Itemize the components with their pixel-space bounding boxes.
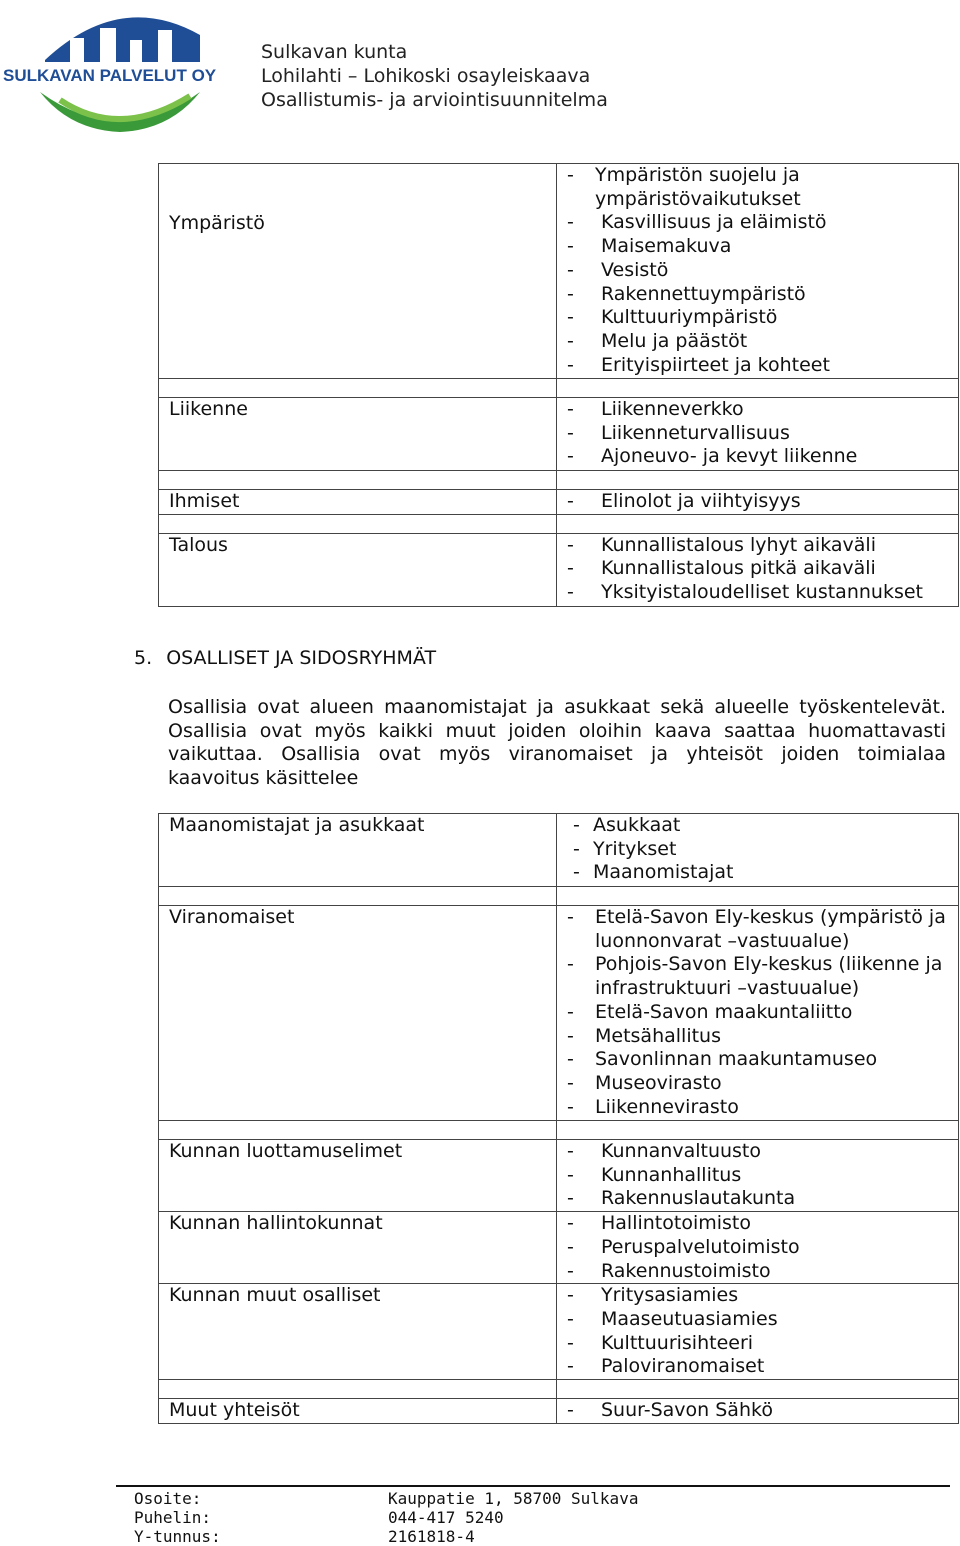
table-row [159,164,959,379]
table-row [159,1284,959,1380]
impact-items [557,164,959,379]
stakeholder-items [557,1284,959,1380]
paragraph-line: Osallisia ovat alueen maanomistajat ja asukkaat sekä alueelle työskentelevät. [168,696,946,718]
list-item: - Kasvillisuus ja eläimistö [567,211,948,235]
footer-divider [116,1485,950,1487]
header-municipality: Sulkavan kunta [261,41,408,63]
list-item: - Paloviranomaiset [567,1355,948,1379]
section-number: 5. [134,647,153,669]
section-title: OSALLISET JA SIDOSRYHMÄT [166,647,437,669]
list-item: - Asukkaat [573,814,948,838]
stakeholders-table [158,813,959,1424]
list-item: - Maaseutuasiamies [567,1308,948,1332]
footer-labels [134,1489,221,1546]
header-plan-name: Lohilahti – Lohikoski osayleiskaava [261,65,591,87]
list-item: - Liikennevirasto [567,1096,948,1120]
footer-phone: 044-417 5240 [388,1508,504,1527]
footer-address: Kauppatie 1, 58700 Sulkava [388,1489,639,1508]
list-item: - Savonlinnan maakuntamuseo [567,1048,948,1072]
stakeholder-items [557,1140,959,1212]
impact-items [557,533,959,606]
impact-items [557,398,959,471]
document-header [261,40,608,112]
impact-label: Liikenne [159,398,557,471]
impact-label: Talous [159,533,557,606]
list-item: - Peruspalvelutoimisto [567,1236,948,1260]
stakeholder-label: Kunnan muut osalliset [159,1284,557,1380]
list-item: - Erityispiirteet ja kohteet [567,354,948,378]
impact-label: Ympäristö [159,164,557,379]
footer-phone-label: Puhelin: [134,1508,212,1527]
list-item: - Kunnanhallitus [567,1164,948,1188]
list-item: - Rakennustoimisto [567,1260,948,1284]
list-item: - Suur-Savon Sähkö [567,1399,948,1423]
list-item: - Maanomistajat [573,861,948,885]
stakeholder-items [557,906,959,1121]
footer-values [388,1489,638,1546]
stakeholder-label: Kunnan luottamuselimet [159,1140,557,1212]
list-item: - Melu ja päästöt [567,330,948,354]
table-row [159,490,959,515]
stakeholder-items [557,1399,959,1424]
list-item: - Rakennettuympäristö [567,283,948,307]
list-item: - Ympäristön suojelu ja ympäristövaikutukset [567,164,948,211]
list-item: - Pohjois-Savon Ely-keskus (liikenne ja infrastruktuuri –vastuualue) [567,953,948,1000]
stakeholder-label: Kunnan hallintokunnat [159,1212,557,1284]
list-item: - Metsähallitus [567,1025,948,1049]
list-item: - Rakennuslautakunta [567,1187,948,1211]
section-heading [134,647,436,669]
intro-paragraph [168,696,946,791]
impact-items [557,490,959,515]
impact-label: Ihmiset [159,490,557,515]
list-item: - Elinolot ja viihtyisyys [567,490,948,514]
list-item: - Liikenneturvallisuus [567,422,948,446]
stakeholder-items [557,814,959,887]
list-item: - Ajoneuvo- ja kevyt liikenne [567,445,948,469]
list-item: - Etelä-Savon Ely-keskus (ympäristö ja luonnonvarat –vastuualue) [567,906,948,953]
logo-text: SULKAVAN PALVELUT OY [3,66,217,85]
impacts-table [158,163,959,607]
footer-ytunnus: 2161818-4 [388,1527,475,1546]
stakeholder-label: Viranomaiset [159,906,557,1121]
list-item: - Maisemakuva [567,235,948,259]
stakeholder-items [557,1212,959,1284]
list-item: - Yksityistaloudelliset kustannukset [567,581,948,605]
list-item: - Kunnallistalous pitkä aikaväli [567,557,948,581]
list-item: - Museovirasto [567,1072,948,1096]
list-item: - Vesistö [567,259,948,283]
footer-address-label: Osoite: [134,1489,202,1508]
header-document-type: Osallistumis- ja arviointisuunnitelma [261,89,608,111]
logo-graphic [0,0,240,150]
list-item: - Yritykset [573,838,948,862]
table-row [159,1140,959,1212]
stakeholder-label: Muut yhteisöt [159,1399,557,1424]
list-item: - Yritysasiamies [567,1284,948,1308]
table-row [159,398,959,471]
list-item: - Kulttuuriympäristö [567,306,948,330]
table-row [159,1212,959,1284]
list-item: - Hallintotoimisto [567,1212,948,1236]
company-logo [0,0,240,150]
paragraph-line: Osallisia ovat myös kaikki muut joiden oloihin kaava saattaa huomattavasti [168,719,946,742]
paragraph-line: kaavoitus käsittelee [168,767,359,790]
table-row [159,814,959,887]
list-item: - Etelä-Savon maakuntaliitto [567,1001,948,1025]
list-item: - Liikenneverkko [567,398,948,422]
list-item: - Kunnanvaltuusto [567,1140,948,1164]
paragraph-line: vaikuttaa. Osallisia ovat myös viranomaiset ja yhteisöt joiden toimialaa [168,743,946,766]
table-row [159,1399,959,1424]
list-item: - Kulttuurisihteeri [567,1332,948,1356]
footer-ytunnus-label: Y-tunnus: [134,1527,221,1546]
table-row [159,906,959,1121]
table-row [159,533,959,606]
list-item: - Kunnallistalous lyhyt aikaväli [567,534,948,558]
stakeholder-label: Maanomistajat ja asukkaat [159,814,557,887]
